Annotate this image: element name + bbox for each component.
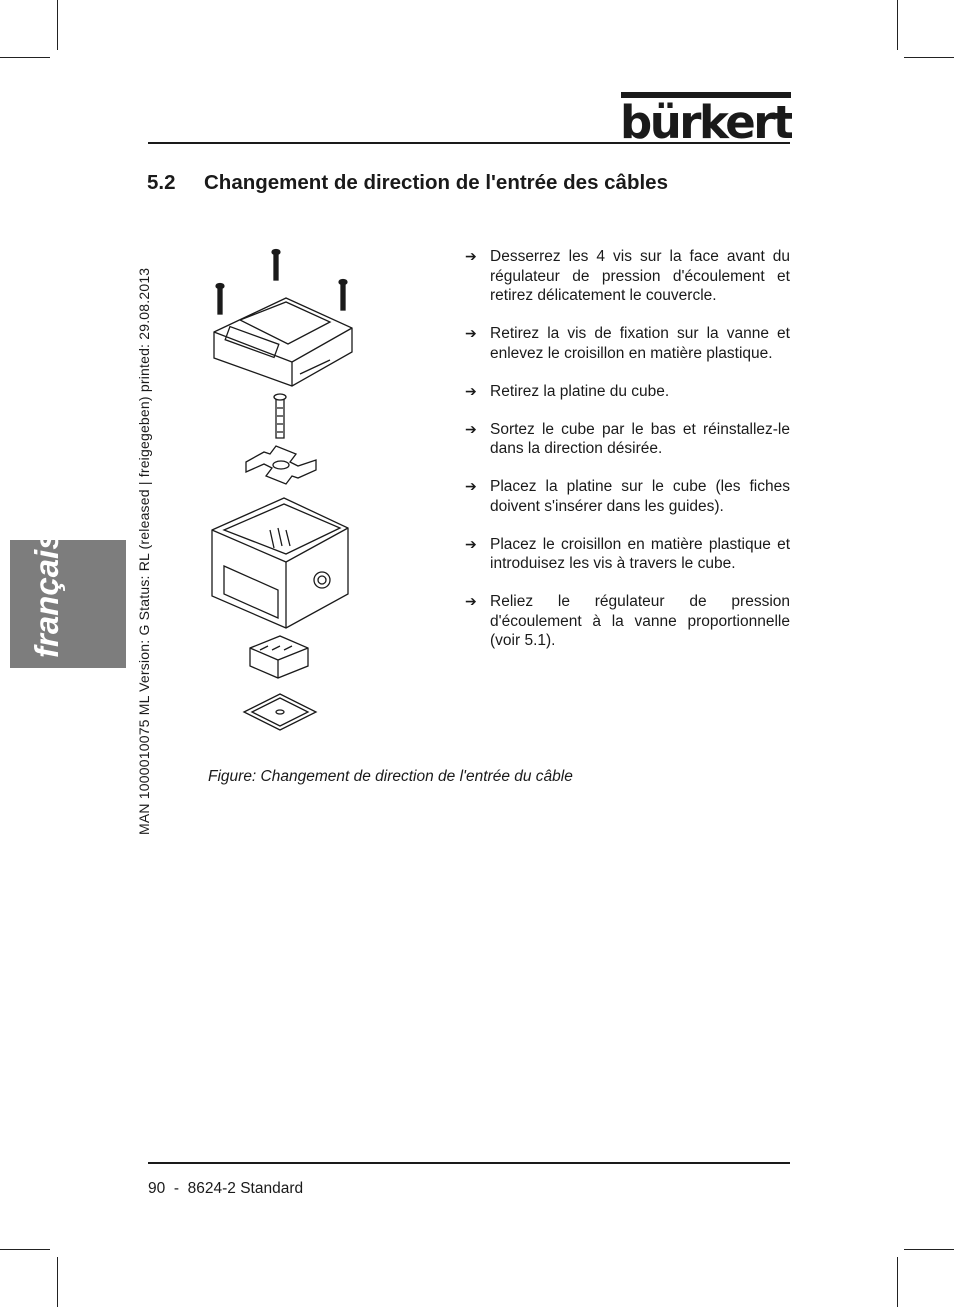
burkert-logo: [620, 92, 792, 140]
arrow-icon: ➔: [465, 325, 477, 341]
plastic-cross-icon: [246, 446, 316, 484]
crop-mark: [57, 0, 58, 50]
crop-mark: [904, 1249, 954, 1250]
arrow-icon: ➔: [465, 420, 477, 437]
screw-icon: [216, 284, 224, 315]
crop-mark: [57, 1257, 58, 1307]
list-item: [465, 420, 790, 459]
arrow-icon: ➔: [465, 535, 477, 552]
instruction-list: [465, 247, 790, 669]
housing-cube-icon: [212, 498, 348, 628]
screw-icon: [272, 250, 280, 281]
list-item: [465, 535, 790, 574]
crop-mark: [0, 1249, 50, 1250]
exploded-assembly-figure: [200, 240, 360, 740]
footer-rule: [148, 1162, 790, 1164]
list-item: [465, 324, 790, 363]
document-status-line: MAN 1000010075 ML Version: G Status: RL (released | freigegeben) printed: 29.08.2013: [136, 267, 152, 835]
step-text: Retirez la platine du cube.: [490, 382, 670, 400]
arrow-icon: ➔: [465, 593, 477, 609]
section-heading: [147, 171, 668, 195]
section-title: Changement de direction de l'entrée des câbles: [204, 171, 668, 194]
crop-mark: [897, 1257, 898, 1307]
language-tab: [10, 531, 126, 668]
language-tab-label: français: [28, 531, 65, 658]
list-item: [465, 247, 790, 306]
step-text: Desserrez les 4 vis sur la face avant du régulateur de pression d'écoulement et retirez délicatement le couvercle.: [490, 248, 790, 304]
list-item: [465, 592, 790, 651]
step-text: Placez la platine sur le cube (les fiches doivent s'insérer dans les guides).: [490, 478, 790, 515]
step-text: Placez le croisillon en matière plastique et introduisez les vis à travers le cube.: [490, 535, 790, 572]
header-rule: [148, 142, 790, 144]
arrow-icon: ➔: [465, 248, 477, 264]
step-text: Retirez la vis de fixation sur la vanne et enlevez le croisillon en matière plastique.: [490, 325, 790, 362]
gasket-icon: [244, 694, 316, 730]
cover-icon: [214, 298, 352, 386]
arrow-icon: ➔: [465, 382, 477, 399]
page-footer: 90 - 8624-2 Standard: [148, 1180, 304, 1197]
figure-caption: Figure: Changement de direction de l'entrée du câble: [208, 768, 573, 785]
fixing-screw-icon: [274, 394, 286, 438]
step-text: Sortez le cube par le bas et réinstallez-le dans la direction désirée.: [490, 420, 790, 457]
svg-text:bürkert: bürkert: [620, 96, 792, 140]
step-text: Reliez le régulateur de pression d'écoulement à la vanne proportionnelle (voir 5.1).: [490, 593, 790, 649]
circuit-board-icon: [250, 636, 308, 678]
crop-mark: [0, 57, 50, 58]
screw-icon: [339, 280, 347, 311]
list-item: [465, 477, 790, 516]
crop-mark: [904, 57, 954, 58]
arrow-icon: ➔: [465, 478, 477, 494]
crop-mark: [897, 0, 898, 50]
list-item: [465, 382, 790, 402]
section-number: 5.2: [147, 171, 176, 194]
